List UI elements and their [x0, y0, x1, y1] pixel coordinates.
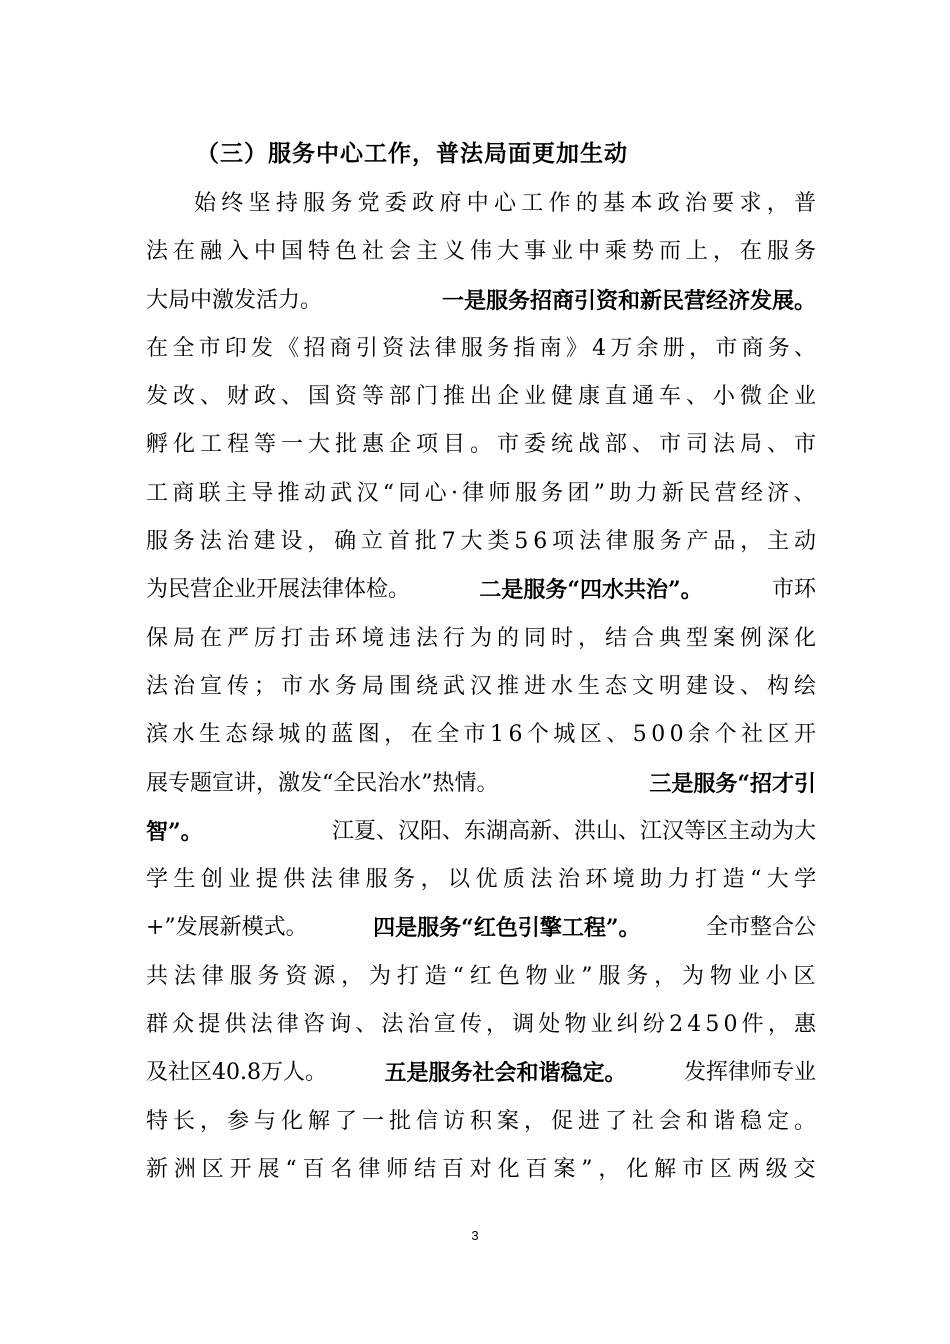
text-line [146, 808, 816, 856]
text-run: 服务法治建设，确立首批7大类56项法律服务产品，主动 [146, 529, 821, 555]
text-run: 全市整合公 [705, 915, 816, 941]
text-line [146, 277, 816, 325]
text-run: 群众提供法律咨询、法治宣传，调处物业纠纷2450件，惠 [146, 1012, 821, 1038]
text-run: +”发展新模式。 [146, 915, 308, 941]
section-heading: （三）服务中心工作，普法局面更加生动 [196, 140, 628, 167]
body-text [146, 180, 822, 1194]
text-line [146, 566, 816, 614]
text-run: 展专题宣讲，激发“全民治水”热情。 [146, 770, 499, 796]
text-line [146, 421, 822, 469]
text-line-inner [146, 277, 816, 325]
text-line [146, 760, 816, 808]
text-line [146, 325, 821, 373]
bold-point-three: 三是服务“招才引 [649, 770, 816, 797]
text-run: 特长，参与化解了一批信访积案，促进了社会和谐稳定。 [146, 1108, 822, 1134]
text-run: 江夏、汉阳、东湖高新、洪山、江汉等区主动为大 [331, 818, 816, 844]
text-run: 孵化工程等一大批惠企项目。市委统战部、市司法局、市 [146, 432, 822, 458]
page-number: 3 [471, 1228, 479, 1243]
text-line [146, 518, 821, 566]
text-run: 学生创业提供法律服务，以优质法治环境助力打造“大学 [146, 867, 822, 893]
text-line [146, 904, 816, 952]
text-line [146, 180, 822, 228]
bold-point-two: 二是服务“四水共治”。 [479, 577, 703, 604]
text-run: 工商联主导推动武汉“同心·律师服务团”助力新民营经济、 [146, 480, 820, 506]
text-run: 及社区40.8万人。 [146, 1060, 327, 1086]
text-line [146, 1001, 821, 1049]
text-run: 发改、财政、国资等部门推出企业健康直通车、小微企业 [146, 384, 822, 410]
text-run: 发挥律师专业 [683, 1060, 816, 1086]
text-line [146, 1098, 822, 1146]
text-run: 大局中激发活力。 [146, 287, 323, 313]
text-run: 法治宣传；市水务局围绕武汉推进水生态文明建设、构绘 [146, 673, 822, 699]
bold-point-four: 四是服务“红色引擎工程”。 [373, 915, 641, 942]
bold-point-five: 五是服务社会和谐稳定。 [384, 1060, 627, 1087]
text-run: 新洲区开展“百名律师结百对化百案”，化解市区两级交 [146, 1156, 822, 1182]
text-line [146, 711, 821, 759]
text-run: 为民营企业开展法律体检。 [146, 577, 411, 603]
text-line [146, 1049, 816, 1097]
bold-point-three-end: 智”。 [146, 818, 203, 845]
text-run: 保局在严厉打击环境违法行为的同时，结合典型案例深化 [146, 625, 822, 651]
text-line [146, 856, 822, 904]
text-line [146, 470, 820, 518]
text-line [146, 373, 822, 421]
text-run: 滨水生态绿城的蓝图，在全市16个城区、500余个社区开 [146, 722, 821, 748]
text-line [146, 953, 822, 1001]
text-line [146, 1146, 822, 1194]
text-run: 市环 [771, 577, 816, 603]
text-run: 法在融入中国特色社会主义伟大事业中乘势而上，在服务 [146, 239, 822, 265]
text-run: 在全市印发《招商引资法律服务指南》4万余册，市商务、 [146, 335, 821, 361]
bold-point-one: 一是服务招商引资和新民营经济发展。 [441, 287, 816, 314]
text-line [146, 663, 822, 711]
text-run: 始终坚持服务党委政府中心工作的基本政治要求，普 [194, 191, 822, 216]
text-line [146, 615, 822, 663]
text-run: 共法律服务资源，为打造“红色物业”服务，为物业小区 [146, 963, 822, 989]
text-line [146, 228, 822, 276]
